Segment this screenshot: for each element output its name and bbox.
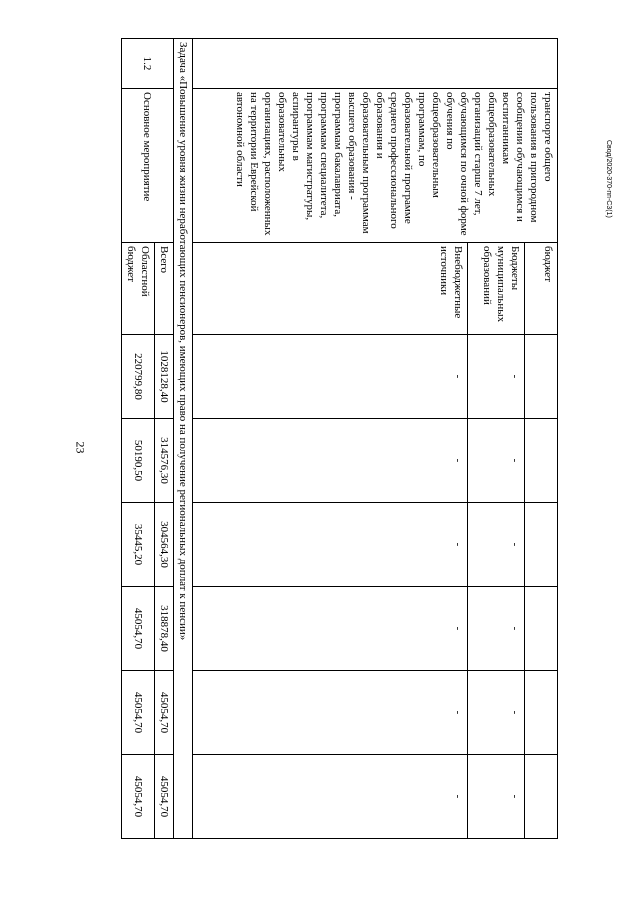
value-cell: 35445,20 <box>122 503 155 587</box>
value-cell: - <box>193 419 468 503</box>
source-label: Бюджеты муниципальных образований <box>468 243 525 335</box>
value-cell: - <box>193 503 468 587</box>
task-heading: Задача «Повышение уровня жизни неработающих пенсионеров, имеющих право на получение региональных доплат к пенсии» <box>174 39 193 839</box>
value-cell: - <box>193 755 468 839</box>
value-cell <box>525 503 558 587</box>
value-cell: - <box>468 587 525 671</box>
value-cell <box>525 335 558 419</box>
budget-table <box>121 38 558 839</box>
value-cell <box>525 587 558 671</box>
source-label: Областной бюджет <box>122 243 155 335</box>
value-cell: - <box>468 335 525 419</box>
source-label: бюджет <box>525 243 558 335</box>
source-label: Внебюджетные источники <box>193 243 468 335</box>
value-cell: - <box>468 419 525 503</box>
value-cell: 1028128,40 <box>155 335 174 419</box>
table-row <box>525 39 558 839</box>
value-cell <box>525 755 558 839</box>
table-row <box>155 39 174 839</box>
value-cell: 45054,70 <box>122 587 155 671</box>
value-cell <box>525 419 558 503</box>
value-cell: 304564,30 <box>155 503 174 587</box>
value-cell: - <box>193 671 468 755</box>
document-code: Свод/2020-370-пп-С3(1) <box>605 140 612 218</box>
value-cell: - <box>193 335 468 419</box>
rotated-table-wrapper <box>60 38 558 838</box>
value-cell: 314576,30 <box>155 419 174 503</box>
value-cell: 45054,70 <box>122 671 155 755</box>
measure-name-cell: транспорте общего пользования в пригородном сообщении обучающимся и воспитанникам общеобразовательных организаций старше 7 лет, обучающимся по очной форме обучения по общеобразовательным программам, по образовательной программе среднего профессионального образования и образовательным программам высшего образования - программам бакалавриата, программам специалитета, программам магистратуры, аспирантуры в образовательных организациях, расположенных на территории Еврейской автономной области <box>193 89 558 243</box>
value-cell: 45054,70 <box>122 755 155 839</box>
measure-name-cell: Основное мероприятие <box>122 89 174 243</box>
value-cell: 318878,40 <box>155 587 174 671</box>
value-cell: 50190,50 <box>122 419 155 503</box>
value-cell: - <box>468 503 525 587</box>
value-cell: - <box>468 671 525 755</box>
value-cell: - <box>193 587 468 671</box>
row-number-cell: 1.2 <box>122 39 174 89</box>
value-cell: 45054,70 <box>155 755 174 839</box>
value-cell <box>525 671 558 755</box>
value-cell: 220799,80 <box>122 335 155 419</box>
value-cell: 45054,70 <box>155 671 174 755</box>
row-number-cell <box>193 39 558 89</box>
value-cell: - <box>468 755 525 839</box>
task-row <box>174 39 193 839</box>
source-label: Всего <box>155 243 174 335</box>
page-number: 23 <box>73 441 88 454</box>
